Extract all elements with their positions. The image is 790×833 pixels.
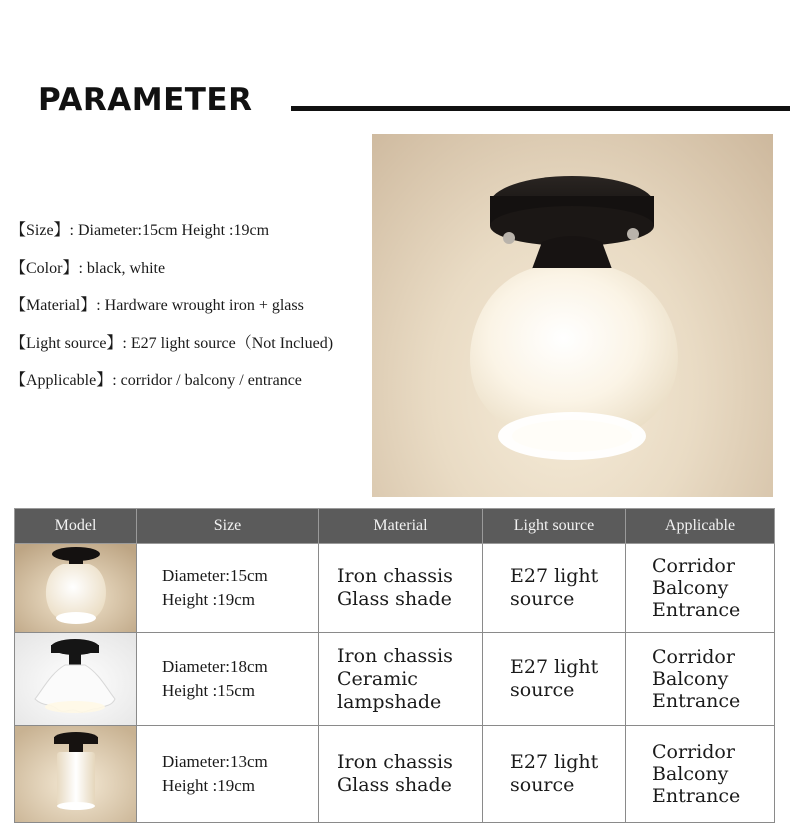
table-header-row [15, 509, 775, 544]
spec-color: 【Color】: black, white [10, 259, 166, 277]
applicable-line: Entrance [652, 785, 741, 807]
table-row [15, 633, 775, 726]
spec-size: 【Size】: Diameter:15cm Height :19cm [10, 222, 270, 239]
model-image [15, 726, 137, 823]
size-cell [137, 633, 319, 726]
title-divider [291, 106, 790, 111]
size-cell [137, 544, 319, 633]
size-diameter: Diameter:15cm [162, 566, 268, 585]
header-light-source: Light source [483, 509, 626, 544]
applicable-line: Corridor [652, 555, 735, 577]
material-line: Iron chassis [337, 751, 453, 773]
applicable-line: Corridor [652, 741, 735, 763]
cylinder-glass-lamp-icon [15, 726, 137, 822]
spec-applicable: 【Applicable】: corridor / balcony / entrance [10, 372, 302, 389]
material-cell [319, 726, 483, 823]
material-line: Ceramic [337, 667, 418, 690]
header-model: Model [15, 509, 137, 544]
material-line: Iron chassis [337, 565, 453, 587]
light-line: E27 light [510, 565, 599, 587]
table-row [15, 544, 775, 633]
size-height: Height :19cm [162, 590, 256, 609]
light-line: source [510, 774, 575, 796]
material-line: Glass shade [337, 588, 452, 610]
applicable-line: Entrance [652, 690, 741, 712]
globe-lamp-photo-icon [372, 134, 773, 497]
size-height: Height :19cm [162, 776, 256, 795]
size-height: Height :15cm [162, 681, 256, 700]
model-image [15, 544, 137, 633]
size-cell [137, 726, 319, 823]
material-cell [319, 633, 483, 726]
light-source-cell [483, 633, 626, 726]
model-image [15, 633, 137, 726]
product-photo [372, 134, 773, 497]
light-source-cell [483, 544, 626, 633]
light-line: E27 light [510, 751, 599, 773]
applicable-line: Entrance [652, 599, 741, 621]
applicable-line: Balcony [652, 577, 729, 599]
header-size: Size [137, 509, 319, 544]
applicable-cell [626, 544, 775, 633]
applicable-line: Balcony [652, 763, 729, 785]
page-title: PARAMETER [38, 82, 253, 118]
globe-glass-lamp-icon [15, 544, 137, 632]
applicable-cell [626, 633, 775, 726]
ceramic-flower-lamp-icon [15, 633, 137, 725]
light-line: source [510, 588, 575, 610]
light-source-cell [483, 726, 626, 823]
material-cell [319, 544, 483, 633]
spec-material: 【Material】: Hardware wrought iron + glass [10, 297, 304, 314]
size-diameter: Diameter:18cm [162, 657, 268, 676]
material-line: Glass shade [337, 774, 452, 796]
size-diameter: Diameter:13cm [162, 752, 268, 771]
light-line: source [510, 679, 575, 701]
spec-list [10, 219, 333, 407]
light-line: E27 light [510, 656, 599, 678]
header-applicable: Applicable [626, 509, 775, 544]
material-line: lampshade [337, 690, 442, 713]
applicable-cell [626, 726, 775, 823]
table-row [15, 726, 775, 823]
applicable-line: Corridor [652, 646, 735, 668]
material-line: Iron chassis [337, 644, 453, 667]
parameter-table [14, 508, 775, 823]
applicable-line: Balcony [652, 668, 729, 690]
header-material: Material [319, 509, 483, 544]
spec-light-source: 【Light source】: E27 light source（Not Inclued) [10, 334, 334, 352]
